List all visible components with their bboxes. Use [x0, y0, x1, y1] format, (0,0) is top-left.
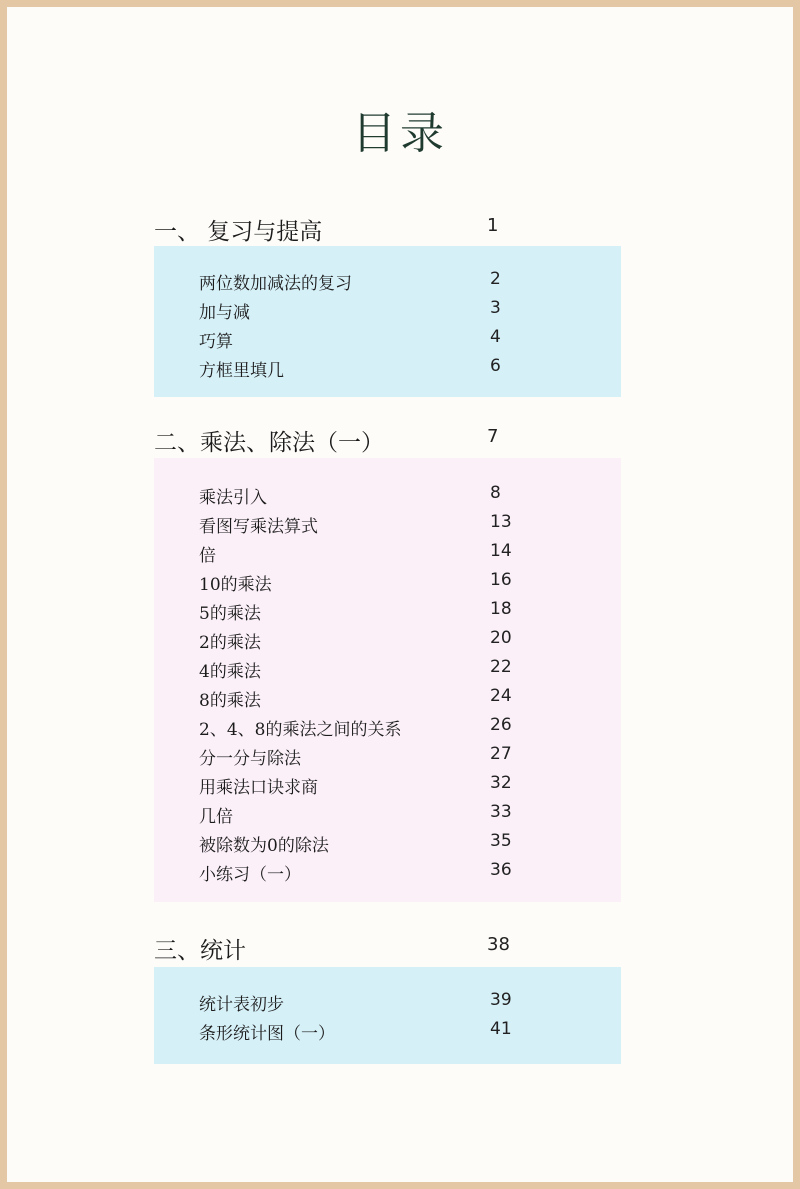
toc-entry-label: 方框里填几	[199, 361, 284, 381]
toc-entry-label: 4的乘法	[199, 662, 261, 682]
toc-entry[interactable]	[199, 715, 619, 739]
toc-entry-label: 加与减	[199, 303, 250, 323]
toc-entry-page: 13	[490, 512, 512, 532]
toc-entry-page: 32	[490, 773, 512, 793]
toc-entry-label: 8的乘法	[199, 691, 261, 711]
toc-entry-page: 33	[490, 802, 512, 822]
chapter-heading-2	[154, 424, 514, 457]
page	[7, 7, 793, 1182]
toc-entry[interactable]	[199, 269, 619, 293]
toc-entry-page: 18	[490, 599, 512, 619]
chapter-title: 二、乘法、除法（一）	[154, 430, 384, 456]
toc-entry-label: 被除数为0的除法	[199, 836, 329, 856]
chapter-title: 一、 复习与提高	[154, 219, 323, 245]
toc-entry-label: 乘法引入	[199, 488, 267, 508]
chapter-2-section-box	[154, 458, 621, 902]
chapter-1-section-box	[154, 246, 621, 397]
toc-entry-label: 5的乘法	[199, 604, 261, 624]
toc-entry-page: 2	[490, 269, 501, 289]
toc-entry-label: 几倍	[199, 807, 233, 827]
toc-entry-label: 小练习（一）	[199, 865, 301, 885]
toc-entry-label: 两位数加减法的复习	[199, 274, 352, 294]
toc-entry[interactable]	[199, 831, 619, 855]
toc-entry[interactable]	[199, 1019, 619, 1043]
chapter-3-section-box	[154, 967, 621, 1064]
toc-entry-label: 分一分与除法	[199, 749, 301, 769]
chapter-heading-1	[154, 213, 514, 246]
toc-entry-page: 39	[490, 990, 512, 1010]
toc-entry[interactable]	[199, 628, 619, 652]
toc-entry-page: 24	[490, 686, 512, 706]
toc-entry[interactable]	[199, 298, 619, 322]
toc-entry[interactable]	[199, 512, 619, 536]
toc-entry-label: 看图写乘法算式	[199, 517, 318, 537]
toc-entry-page: 26	[490, 715, 512, 735]
toc-entry-page: 41	[490, 1019, 512, 1039]
toc-entry-page: 22	[490, 657, 512, 677]
toc-entry-label: 2的乘法	[199, 633, 261, 653]
toc-entry-page: 20	[490, 628, 512, 648]
toc-entry[interactable]	[199, 599, 619, 623]
toc-entry[interactable]	[199, 356, 619, 380]
toc-entry-page: 35	[490, 831, 512, 851]
chapter-page-number: 38	[487, 934, 510, 955]
toc-entry[interactable]	[199, 773, 619, 797]
page-title: 目录	[352, 108, 448, 159]
toc-entry-page: 6	[490, 356, 501, 376]
toc-entry-page: 14	[490, 541, 512, 561]
chapter-heading-3	[154, 932, 514, 965]
toc-entry[interactable]	[199, 990, 619, 1014]
toc-entry-page: 8	[490, 483, 501, 503]
toc-entry-label: 倍	[199, 546, 216, 566]
toc-entry-page: 36	[490, 860, 512, 880]
chapter-page-number: 1	[487, 215, 499, 236]
toc-entry[interactable]	[199, 657, 619, 681]
toc-entry[interactable]	[199, 327, 619, 351]
toc-entry-label: 条形统计图（一）	[199, 1024, 335, 1044]
toc-entry[interactable]	[199, 570, 619, 594]
toc-entry-label: 统计表初步	[199, 995, 284, 1015]
toc-entry-page: 16	[490, 570, 512, 590]
toc-entry[interactable]	[199, 802, 619, 826]
toc-entry-label: 2、4、8的乘法之间的关系	[199, 720, 402, 740]
toc-entry[interactable]	[199, 744, 619, 768]
chapter-page-number: 7	[487, 426, 499, 447]
toc-entry-page: 4	[490, 327, 501, 347]
toc-entry[interactable]	[199, 483, 619, 507]
chapter-title: 三、统计	[154, 938, 246, 964]
toc-entry-label: 巧算	[199, 332, 233, 352]
toc-entry-label: 用乘法口诀求商	[199, 778, 318, 798]
toc-entry-page: 3	[490, 298, 501, 318]
toc-entry[interactable]	[199, 541, 619, 565]
toc-entry-page: 27	[490, 744, 512, 764]
toc-entry[interactable]	[199, 686, 619, 710]
toc-entry-label: 10的乘法	[199, 575, 272, 595]
toc-entry[interactable]	[199, 860, 619, 884]
